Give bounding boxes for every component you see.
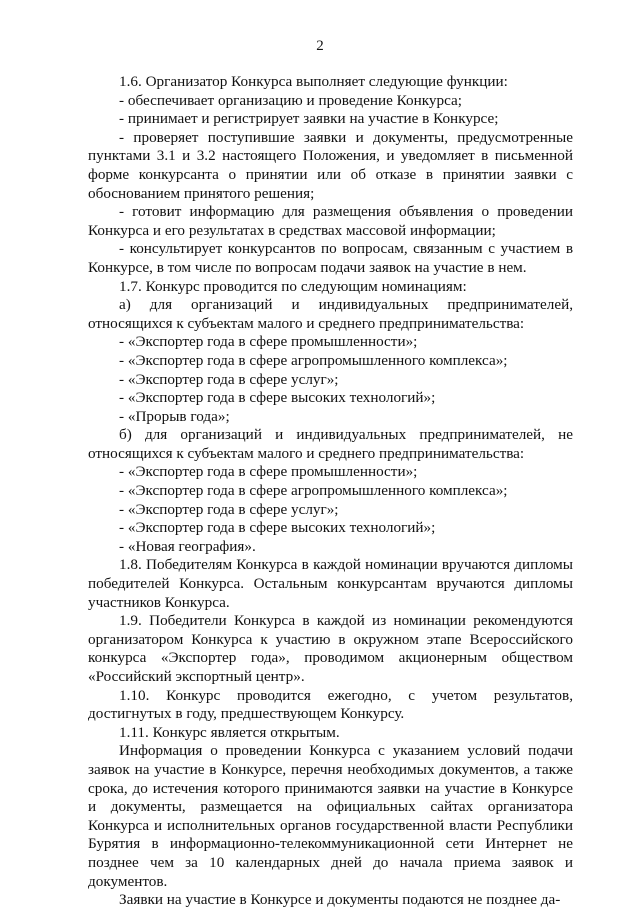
paragraph: 1.6. Организатор Конкурса выполняет следующие функции: xyxy=(119,73,508,90)
paragraph: 1.9. Победители Конкурса в каждой из номинации рекомендуются организатором Конкурса к участию в окружном этапе Всероссийского конкурса «Экспортер года», проводимом акционерным обществом «Российский экспортный центр». xyxy=(88,612,573,685)
paragraph: - проверяет поступившие заявки и документы, предусмотренные пунктами 3.1 и 3.2 настоящего Положения, и уведомляет в письменной форме конкурсанта о принятии или об отказе в принятии заявки с обоснованием принятого решения; xyxy=(88,128,573,202)
paragraph: - «Экспортер года в сфере услуг»; xyxy=(119,500,339,518)
paragraph: - «Новая география». xyxy=(119,537,256,555)
paragraph: - «Экспортер года в сфере промышленности»; xyxy=(119,463,418,481)
paragraph: - «Экспортер года в сфере услуг»; xyxy=(119,370,339,388)
paragraph: - «Экспортер года в сфере промышленности»; xyxy=(119,333,418,351)
paragraph: - готовит информацию для размещения объявления о проведении Конкурса и его результатах в средствах массовой информации; xyxy=(88,203,573,239)
paragraph: - «Экспортер года в сфере агропромышленного комплекса»; xyxy=(119,351,508,369)
paragraph: Заявки на участие в Конкурсе и документы подаются не позднее да- xyxy=(119,891,561,909)
paragraph: 1.10. Конкурс проводится ежегодно, с учетом результатов, достигнутых в году, предшествующем Конкурсу. xyxy=(88,686,573,723)
paragraph: - консультирует конкурсантов по вопросам, связанным с участием в Конкурсе, в том числе по вопросам подачи заявок на участие в нем. xyxy=(88,240,573,276)
paragraph: - обеспечивает организацию и проведение Конкурса; xyxy=(119,91,462,109)
paragraph: - «Экспортер года в сфере высоких технологий»; xyxy=(119,389,436,407)
paragraph: 1.11. Конкурс является открытым. xyxy=(119,723,340,741)
paragraph: - «Экспортер года в сфере агропромышленного комплекса»; xyxy=(119,482,508,500)
paragraph: 1.8. Победителям Конкурса в каждой номинации вручаются дипломы победителей Конкурса. Остальным конкурсантам вручаются дипломы участников Конкурса. xyxy=(88,556,573,611)
page-number: 2 xyxy=(316,38,324,54)
document-body xyxy=(88,73,573,910)
paragraph: - «Экспортер года в сфере высоких технологий»; xyxy=(119,519,436,537)
paragraph: б) для организаций и индивидуальных предпринимателей, не относящихся к субъектам малого и среднего предпринимательства: xyxy=(88,426,573,462)
paragraph: а) для организаций и индивидуальных предпринимателей, относящихся к субъектам малого и среднего предпринимательства: xyxy=(88,296,573,332)
paragraph: - принимает и регистрирует заявки на участие в Конкурсе; xyxy=(119,110,499,128)
paragraph: Информация о проведении Конкурса с указанием условий подачи заявок на участие в Конкурсе, перечня необходимых документов, а также срока, до истечения которого принимаются заявки на участие в Конкурсе и документы, размещается на официальных сайтах организатора Конкурса и исполнительных органов государственной власти Республики Бурятия в информационно-телекоммуникационной сети Интернет не позднее чем за 10 календарных дней до начала приема заявок и документов. xyxy=(88,742,573,890)
paragraph: - «Прорыв года»; xyxy=(119,407,230,425)
paragraph: 1.7. Конкурс проводится по следующим номинациям: xyxy=(119,277,467,295)
